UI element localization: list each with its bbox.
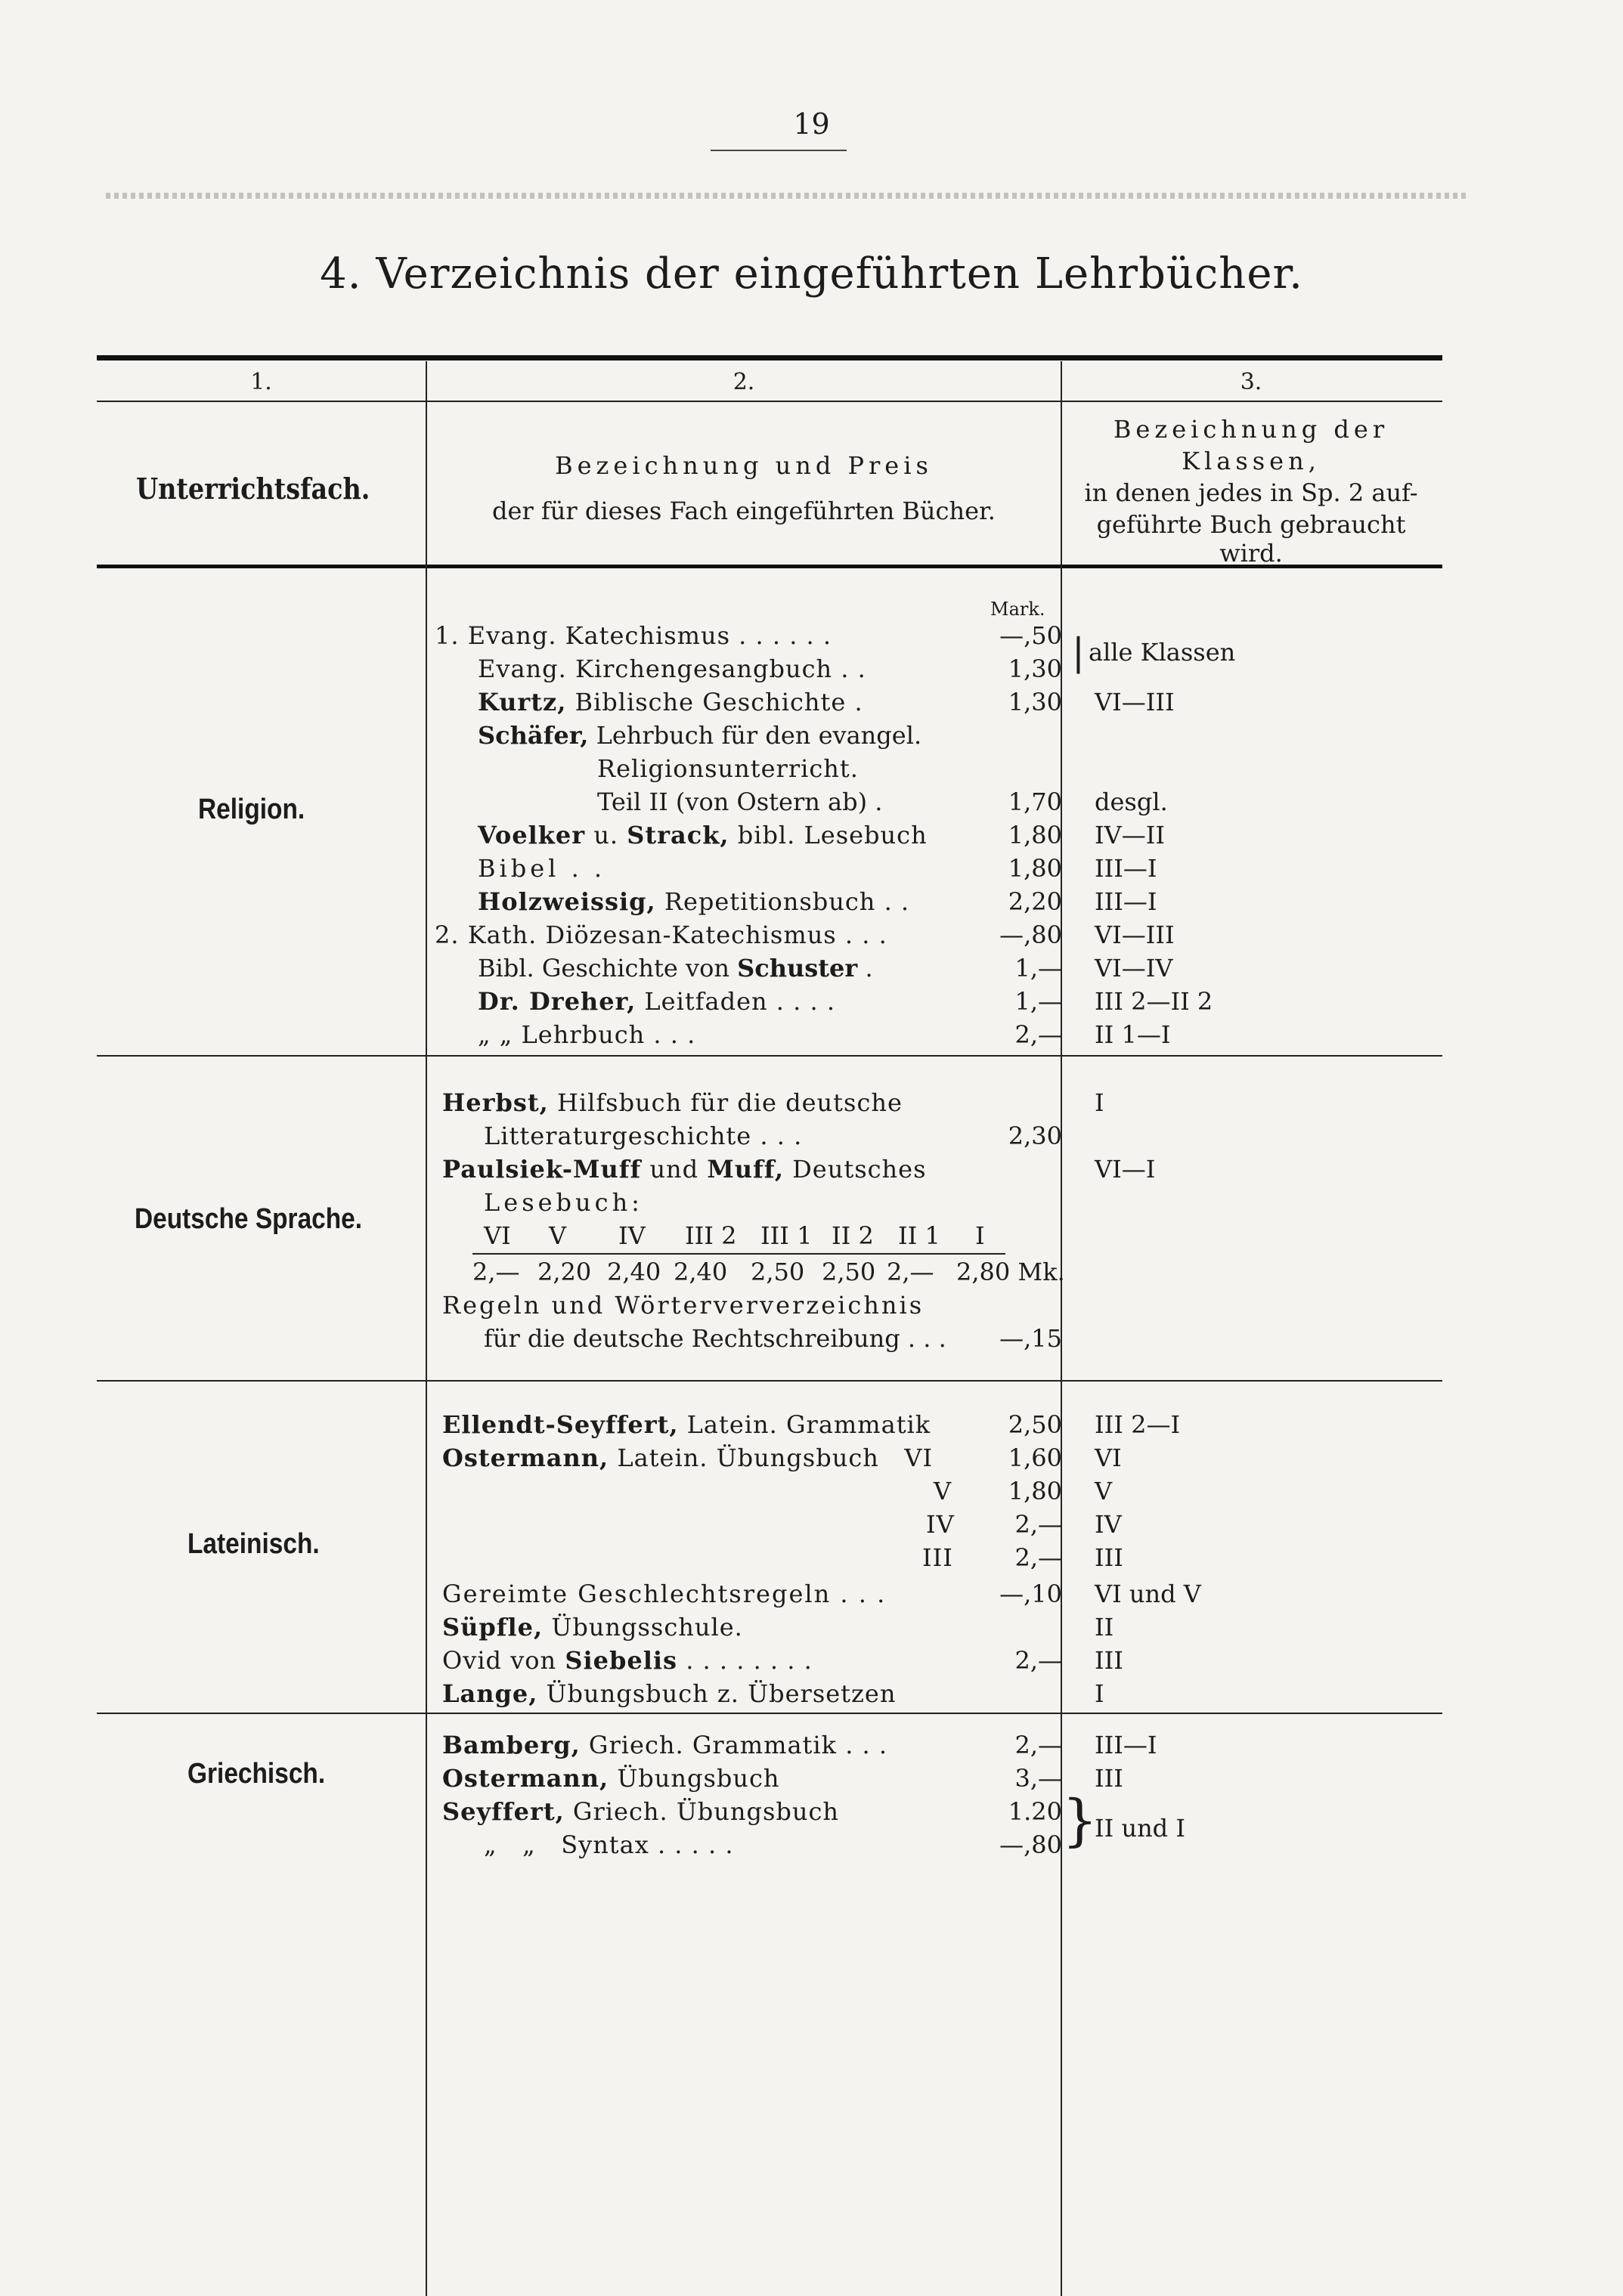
subject-latein: Lateinisch. <box>187 1528 320 1560</box>
author-name: Voelker <box>478 821 586 849</box>
lesebuch-class: III 1 <box>760 1221 813 1250</box>
brace-label: II und I <box>1095 1814 1185 1843</box>
table-top-rule <box>97 355 1442 360</box>
book-title: bibl. Lesebuch <box>729 821 928 849</box>
book-price: 2,30 <box>1008 1122 1062 1150</box>
book-classes: III—I <box>1095 854 1157 883</box>
section-rule <box>97 1713 1442 1714</box>
book-title: Griech. Übungsbuch <box>564 1797 840 1826</box>
leader-dots: . . . . . . . . <box>677 1646 813 1675</box>
book-title: Hilfsbuch für die deutsche <box>548 1088 903 1117</box>
book-title: 1. Evang. Katechismus <box>435 621 730 650</box>
author-name: Schuster <box>737 954 858 982</box>
leader-dots: . <box>867 788 883 816</box>
book-price: 3,— <box>1014 1764 1062 1793</box>
book-classes: III 2—II 2 <box>1095 987 1213 1016</box>
lesebuch-price: 2,50 <box>751 1258 805 1286</box>
lesebuch-price: 2,80 Mk. <box>956 1258 1065 1286</box>
book-price: 1,— <box>1014 987 1062 1016</box>
col3-header-line5: wird. <box>1219 539 1283 568</box>
book-title: V <box>934 1477 952 1505</box>
subject-deutsch: Deutsche Sprache. <box>135 1203 363 1235</box>
book-price: 1.20 <box>1008 1797 1062 1826</box>
author-name: Paulsiek-Muff <box>442 1155 642 1184</box>
author-name: Ellendt-Seyffert, <box>442 1410 679 1439</box>
lesebuch-class: II 2 <box>832 1221 874 1250</box>
book-price: 1,30 <box>1008 654 1062 683</box>
leader-dots: . . . <box>645 1020 696 1049</box>
col2-number: 2. <box>733 369 755 395</box>
author-name: Herbst, <box>442 1088 549 1117</box>
lesebuch-class: VI <box>484 1221 511 1250</box>
lesebuch-price: 2,50 <box>822 1258 876 1286</box>
book-classes: IV—II <box>1095 821 1166 849</box>
book-title: Teil II (von Ostern ab) <box>597 788 868 816</box>
book-classes: I <box>1095 1088 1104 1117</box>
book-price: —,50 <box>999 621 1062 650</box>
author-name: Siebelis <box>565 1646 678 1675</box>
author-name: Strack, <box>627 821 729 849</box>
author-name: Schäfer, <box>478 721 589 750</box>
book-classes: III—I <box>1095 1731 1157 1759</box>
author-name: Ostermann, <box>442 1444 609 1472</box>
book-title: Ovid von <box>442 1646 565 1675</box>
book-title: „ „ Syntax . . . . . <box>484 1830 734 1859</box>
book-price: 1,80 <box>1008 821 1062 849</box>
book-title: und <box>641 1155 708 1184</box>
bleed-through-rule <box>106 193 1467 199</box>
book-title: Deutsches <box>783 1155 927 1184</box>
leader-dots: . . <box>832 654 866 683</box>
col1-header: Unterrichtsfach. <box>136 472 370 506</box>
book-classes: III 2—I <box>1095 1410 1181 1439</box>
leader-dots: . <box>846 688 863 716</box>
lesebuch-price: 2,40 <box>674 1258 728 1286</box>
book-title: 2. Kath. Diözesan-Katechismus <box>435 921 837 949</box>
book-classes: VI—III <box>1095 921 1175 949</box>
book-classes: III <box>1095 1646 1123 1675</box>
book-title: Bibel <box>478 854 560 883</box>
author-name: Bamberg, <box>442 1731 581 1759</box>
book-title: Evang. Kirchengesangbuch <box>478 654 833 683</box>
page-number: 19 <box>793 107 830 141</box>
book-price: 2,— <box>1014 1646 1062 1675</box>
book-price: —,80 <box>999 921 1062 949</box>
book-price: 2,— <box>1014 1020 1062 1049</box>
book-price: —,10 <box>999 1580 1062 1608</box>
author-name: Seyffert, <box>442 1797 565 1826</box>
currency-label: Mark. <box>990 599 1045 620</box>
book-classes: VI und V <box>1095 1580 1201 1608</box>
book-classes: desgl. <box>1095 788 1168 816</box>
book-classes: III <box>1095 1764 1123 1793</box>
lesebuch-class: V <box>549 1221 567 1250</box>
author-name: Lange, <box>442 1679 538 1708</box>
book-title: Regeln und Wörterververzeichnis <box>442 1291 925 1320</box>
book-classes: V <box>1095 1477 1113 1505</box>
lesebuch-class: III 2 <box>685 1221 737 1250</box>
book-classes: VI—IV <box>1095 954 1173 982</box>
leader-dots: . <box>857 954 873 982</box>
lesebuch-class: II 1 <box>898 1221 940 1250</box>
book-price: —,15 <box>999 1324 1062 1353</box>
book-title: Griech. Grammatik . . . <box>580 1731 888 1759</box>
book-title: Leitfaden <box>636 987 768 1016</box>
book-title: Litteraturgeschichte . . . <box>484 1122 803 1150</box>
book-title: IV <box>926 1510 955 1539</box>
leader-dots: . . <box>559 854 606 883</box>
author-name: Süpfle, <box>442 1613 544 1642</box>
lesebuch-price: 2,— <box>887 1258 934 1286</box>
author-name: Dr. Dreher, <box>478 987 637 1016</box>
lesebuch-price: 2,40 <box>607 1258 661 1286</box>
book-title: Latein. Grammatik <box>678 1410 931 1439</box>
book-classes: I <box>1095 1679 1104 1708</box>
book-title: Repetitionsbuch <box>655 887 876 916</box>
book-title: Übungsschule. <box>543 1613 743 1642</box>
author-name: Muff, <box>707 1155 784 1184</box>
col3-number: 3. <box>1240 369 1262 395</box>
book-price: 2,50 <box>1008 1410 1062 1439</box>
book-price: 2,— <box>1014 1731 1062 1759</box>
book-price: 1,60 <box>1008 1444 1062 1472</box>
book-price: —,80 <box>999 1830 1062 1859</box>
book-title: „ „ Lehrbuch <box>478 1020 646 1049</box>
page-title: 4. Verzeichnis der eingeführten Lehrbücher. <box>320 249 1303 299</box>
book-price: 1,30 <box>1008 688 1062 716</box>
col3-header-line2: Klassen, <box>1182 447 1321 475</box>
col1-number: 1. <box>250 369 272 395</box>
col2-header-line1: Bezeichnung und Preis <box>555 451 933 480</box>
book-classes: IV <box>1095 1510 1122 1539</box>
lesebuch-rule <box>472 1253 1005 1255</box>
brace: } <box>1062 1788 1098 1853</box>
brace-label: alle Klassen <box>1089 638 1236 667</box>
book-classes: VI <box>1095 1444 1122 1472</box>
book-classes: III—I <box>1095 887 1157 916</box>
book-classes: VI—I <box>1095 1155 1156 1184</box>
book-title: Lesebuch: <box>484 1188 643 1217</box>
col3-header-line4: geführte Buch gebraucht <box>1096 510 1406 539</box>
book-classes: III <box>1095 1543 1123 1572</box>
section-rule <box>97 1380 1442 1382</box>
author-name: Holzweissig, <box>478 887 656 916</box>
book-price: 1,80 <box>1008 1477 1062 1505</box>
leader-dots: . . . . . . <box>730 621 832 650</box>
book-title: u. <box>585 821 627 849</box>
book-price: 2,— <box>1014 1543 1062 1572</box>
author-name: Ostermann, <box>442 1764 609 1793</box>
book-price: 1,70 <box>1008 788 1062 816</box>
col-divider-1 <box>426 361 427 2296</box>
book-classes: VI—III <box>1095 688 1175 716</box>
book-title: III <box>922 1543 953 1572</box>
lesebuch-class: I <box>975 1221 985 1250</box>
book-title: Übungsbuch z. Übersetzen <box>537 1679 897 1708</box>
lesebuch-class: IV <box>618 1221 646 1250</box>
book-price: 1,80 <box>1008 854 1062 883</box>
book-title: Bibl. Geschichte von <box>478 954 738 982</box>
lesebuch-price: 2,— <box>472 1258 520 1286</box>
book-title: Biblische Geschichte <box>566 688 847 716</box>
col3-header-line1: Bezeichnung der <box>1113 415 1389 444</box>
page-number-rule <box>711 150 847 151</box>
col2-header-line2: der für dieses Fach eingeführten Bücher. <box>492 497 996 525</box>
book-title: Übungsbuch <box>609 1764 780 1793</box>
subject-religion: Religion. <box>198 794 305 825</box>
brace: | <box>1072 630 1085 674</box>
leader-dots: . . <box>875 887 910 916</box>
section-rule <box>97 1055 1442 1057</box>
lesebuch-price: 2,20 <box>537 1258 592 1286</box>
author-name: Kurtz, <box>478 688 567 716</box>
book-price: 1,— <box>1014 954 1062 982</box>
book-classes: II 1—I <box>1095 1020 1171 1049</box>
book-title: Religionsunterricht. <box>597 754 859 783</box>
book-price: 2,20 <box>1008 887 1062 916</box>
book-title: Gereimte Geschlechtsregeln . . . <box>442 1580 887 1608</box>
book-title: Lehrbuch für den evangel. <box>588 721 922 750</box>
leader-dots: . . . . <box>767 987 835 1016</box>
leader-dots: . . . <box>836 921 887 949</box>
book-title: Latein. Übungsbuch VI <box>609 1444 934 1472</box>
subject-griechisch: Griechisch. <box>187 1758 326 1790</box>
col-number-rule <box>97 401 1442 402</box>
col3-header-line3: in denen jedes in Sp. 2 auf- <box>1084 478 1418 507</box>
book-price: 2,— <box>1014 1510 1062 1539</box>
book-classes: II <box>1095 1613 1114 1642</box>
book-title: für die deutsche Rechtschreibung . . . <box>484 1324 946 1353</box>
